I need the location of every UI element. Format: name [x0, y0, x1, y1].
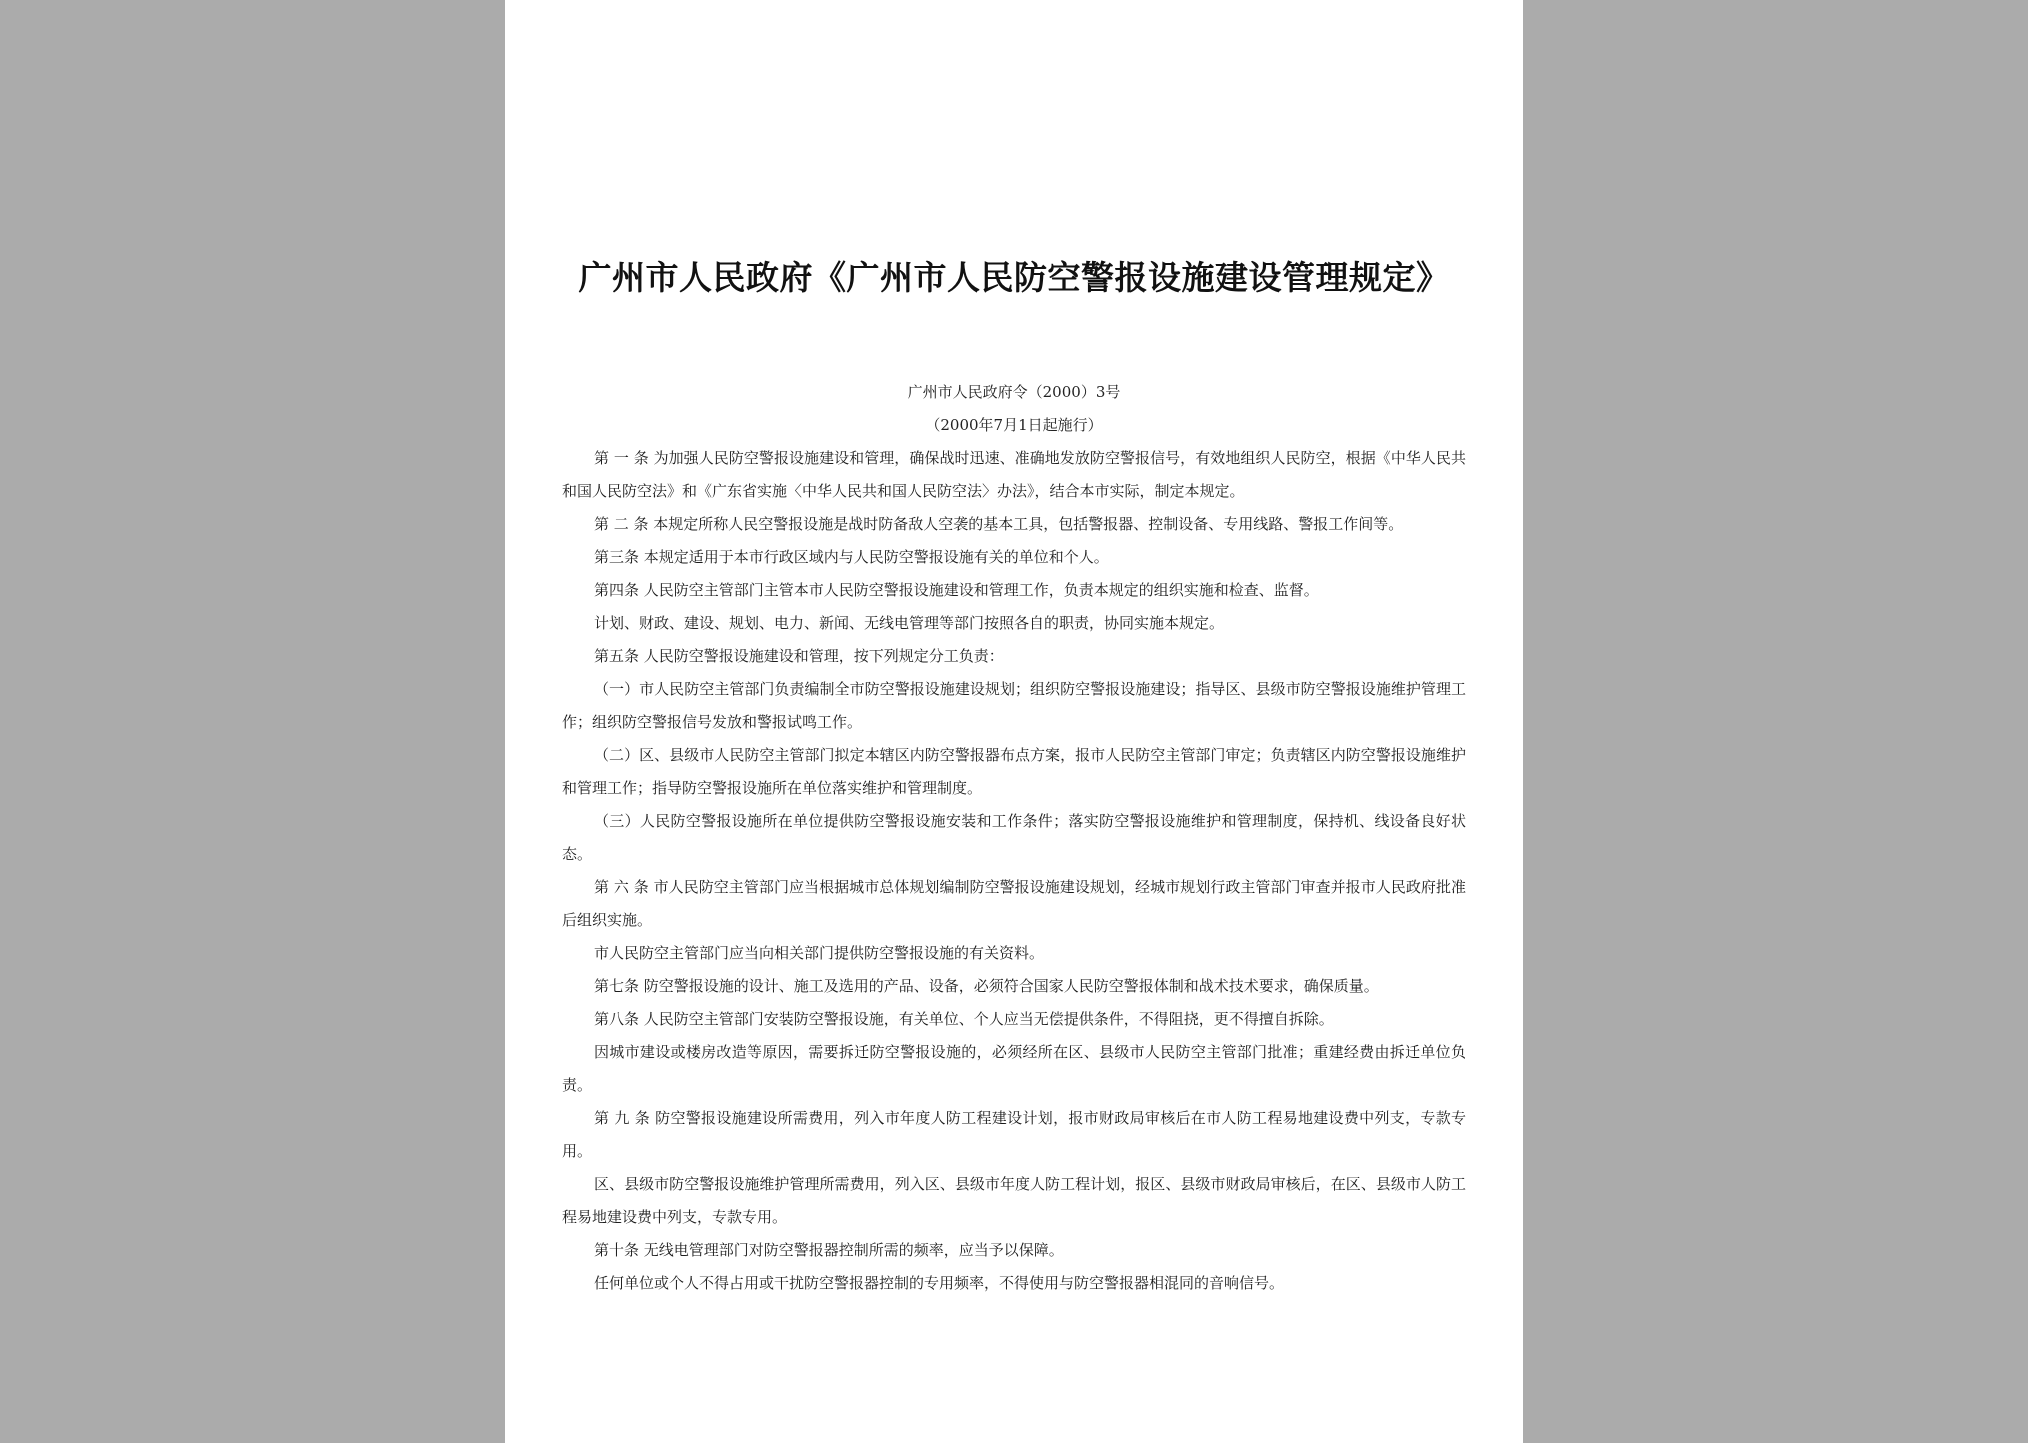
article-paragraph: 第八条 人民防空主管部门安装防空警报设施，有关单位、个人应当无偿提供条件，不得阻挠，更不得擅自拆除。: [594, 1010, 1334, 1028]
article-paragraph: 任何单位或个人不得占用或干扰防空警报器控制的专用频率，不得使用与防空警报器相混同的音响信号。: [594, 1274, 1285, 1292]
article-paragraph: 区、县级市防空警报设施维护管理所需费用，列入区、县级市年度人防工程计划，报区、县级市财政局审核后，在区、县级市人防工程易地建设费中列支，专款专用。: [562, 1175, 1466, 1226]
article-paragraph: （三）人民防空警报设施所在单位提供防空警报设施安装和工作条件；落实防空警报设施维护和管理制度，保持机、线设备良好状态。: [562, 812, 1466, 863]
article-paragraph: （一）市人民防空主管部门负责编制全市防空警报设施建设规划；组织防空警报设施建设；指导区、县级市防空警报设施维护管理工作；组织防空警报信号发放和警报试鸣工作。: [562, 680, 1466, 731]
article-paragraph: 第 一 条 为加强人民防空警报设施建设和管理，确保战时迅速、准确地发放防空警报信号，有效地组织人民防空，根据《中华人民共和国人民防空法》和《广东省实施〈中华人民共和国人民防空法〉办法》，结合本市实际，制定本规定。: [562, 449, 1466, 500]
article-paragraph: 第 九 条 防空警报设施建设所需费用，列入市年度人防工程建设计划，报市财政局审核后在市人防工程易地建设费中列支，专款专用。: [562, 1109, 1466, 1160]
article-paragraph: 第七条 防空警报设施的设计、施工及选用的产品、设备，必须符合国家人民防空警报体制和战术技术要求，确保质量。: [594, 977, 1379, 995]
article-paragraph: （二）区、县级市人民防空主管部门拟定本辖区内防空警报器布点方案，报市人民防空主管部门审定；负责辖区内防空警报设施维护和管理工作；指导防空警报设施所在单位落实维护和管理制度。: [562, 746, 1466, 797]
document-body: [562, 442, 1466, 1300]
article-paragraph: 第 二 条 本规定所称人民空警报设施是战时防备敌人空袭的基本工具，包括警报器、控制设备、专用线路、警报工作间等。: [594, 515, 1404, 533]
document-title: 广州市人民政府《广州市人民防空警报设施建设管理规定》: [578, 258, 1450, 297]
article-paragraph: 第三条 本规定适用于本市行政区域内与人民防空警报设施有关的单位和个人。: [594, 548, 1109, 566]
effective-date: （2000年7月1日起施行）: [925, 416, 1103, 434]
order-number: 广州市人民政府令（2000）3号: [907, 383, 1121, 401]
article-paragraph: 第四条 人民防空主管部门主管本市人民防空警报设施建设和管理工作，负责本规定的组织实施和检查、监督。: [594, 581, 1319, 599]
article-paragraph: 计划、财政、建设、规划、电力、新闻、无线电管理等部门按照各自的职责，协同实施本规定。: [594, 614, 1225, 632]
article-paragraph: 市人民防空主管部门应当向相关部门提供防空警报设施的有关资料。: [594, 944, 1045, 962]
article-paragraph: 第十条 无线电管理部门对防空警报器控制所需的频率，应当予以保障。: [594, 1241, 1064, 1259]
document-page: [505, 0, 1523, 1443]
article-paragraph: 因城市建设或楼房改造等原因，需要拆迁防空警报设施的，必须经所在区、县级市人民防空主管部门批准；重建经费由拆迁单位负责。: [562, 1043, 1466, 1094]
document-meta: [562, 376, 1466, 442]
article-paragraph: 第五条 人民防空警报设施建设和管理，按下列规定分工负责：: [594, 647, 1004, 665]
article-paragraph: 第 六 条 市人民防空主管部门应当根据城市总体规划编制防空警报设施建设规划，经城市规划行政主管部门审查并报市人民政府批准后组织实施。: [562, 878, 1466, 929]
